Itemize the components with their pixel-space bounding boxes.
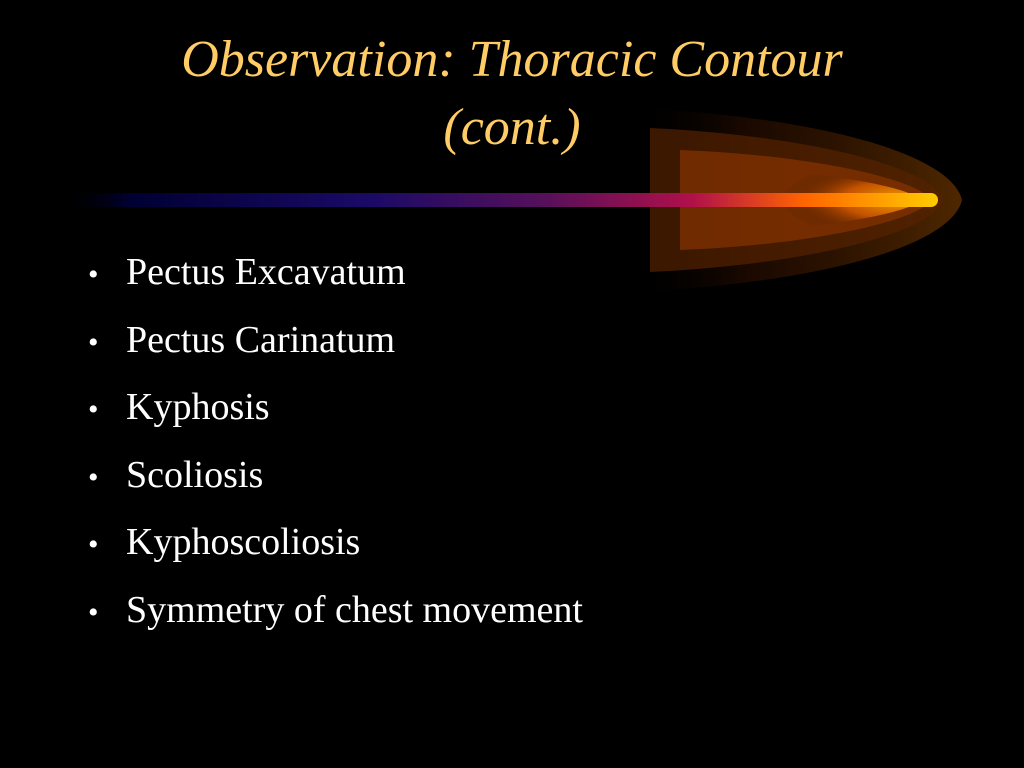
bullet-icon: • [88, 258, 99, 291]
bullet-icon: • [88, 325, 99, 359]
list-item [88, 375, 583, 443]
list-item [88, 578, 583, 646]
bullet-icon: • [88, 460, 99, 494]
list-item-text: Scoliosis [126, 453, 264, 496]
comet-tail-line [60, 193, 938, 207]
list-item-text: Pectus Excavatum [126, 251, 406, 293]
slide-title [40, 26, 984, 162]
list-item [88, 510, 583, 578]
list-item [88, 443, 583, 511]
list-item-text: Symmetry of chest movement [126, 588, 583, 631]
list-item-text: Pectus Carinatum [126, 318, 396, 361]
title-line-1: Observation: Thoracic Contour [181, 31, 843, 88]
list-item-text: Kyphoscoliosis [126, 521, 361, 563]
list-item [88, 240, 583, 308]
bullet-list [88, 240, 583, 645]
bullet-icon: • [88, 595, 99, 629]
bullet-icon: • [88, 393, 99, 426]
bullet-icon: • [88, 528, 99, 561]
list-item [88, 308, 583, 376]
list-item-text: Kyphosis [126, 386, 270, 428]
title-line-2: (cont.) [443, 99, 581, 156]
